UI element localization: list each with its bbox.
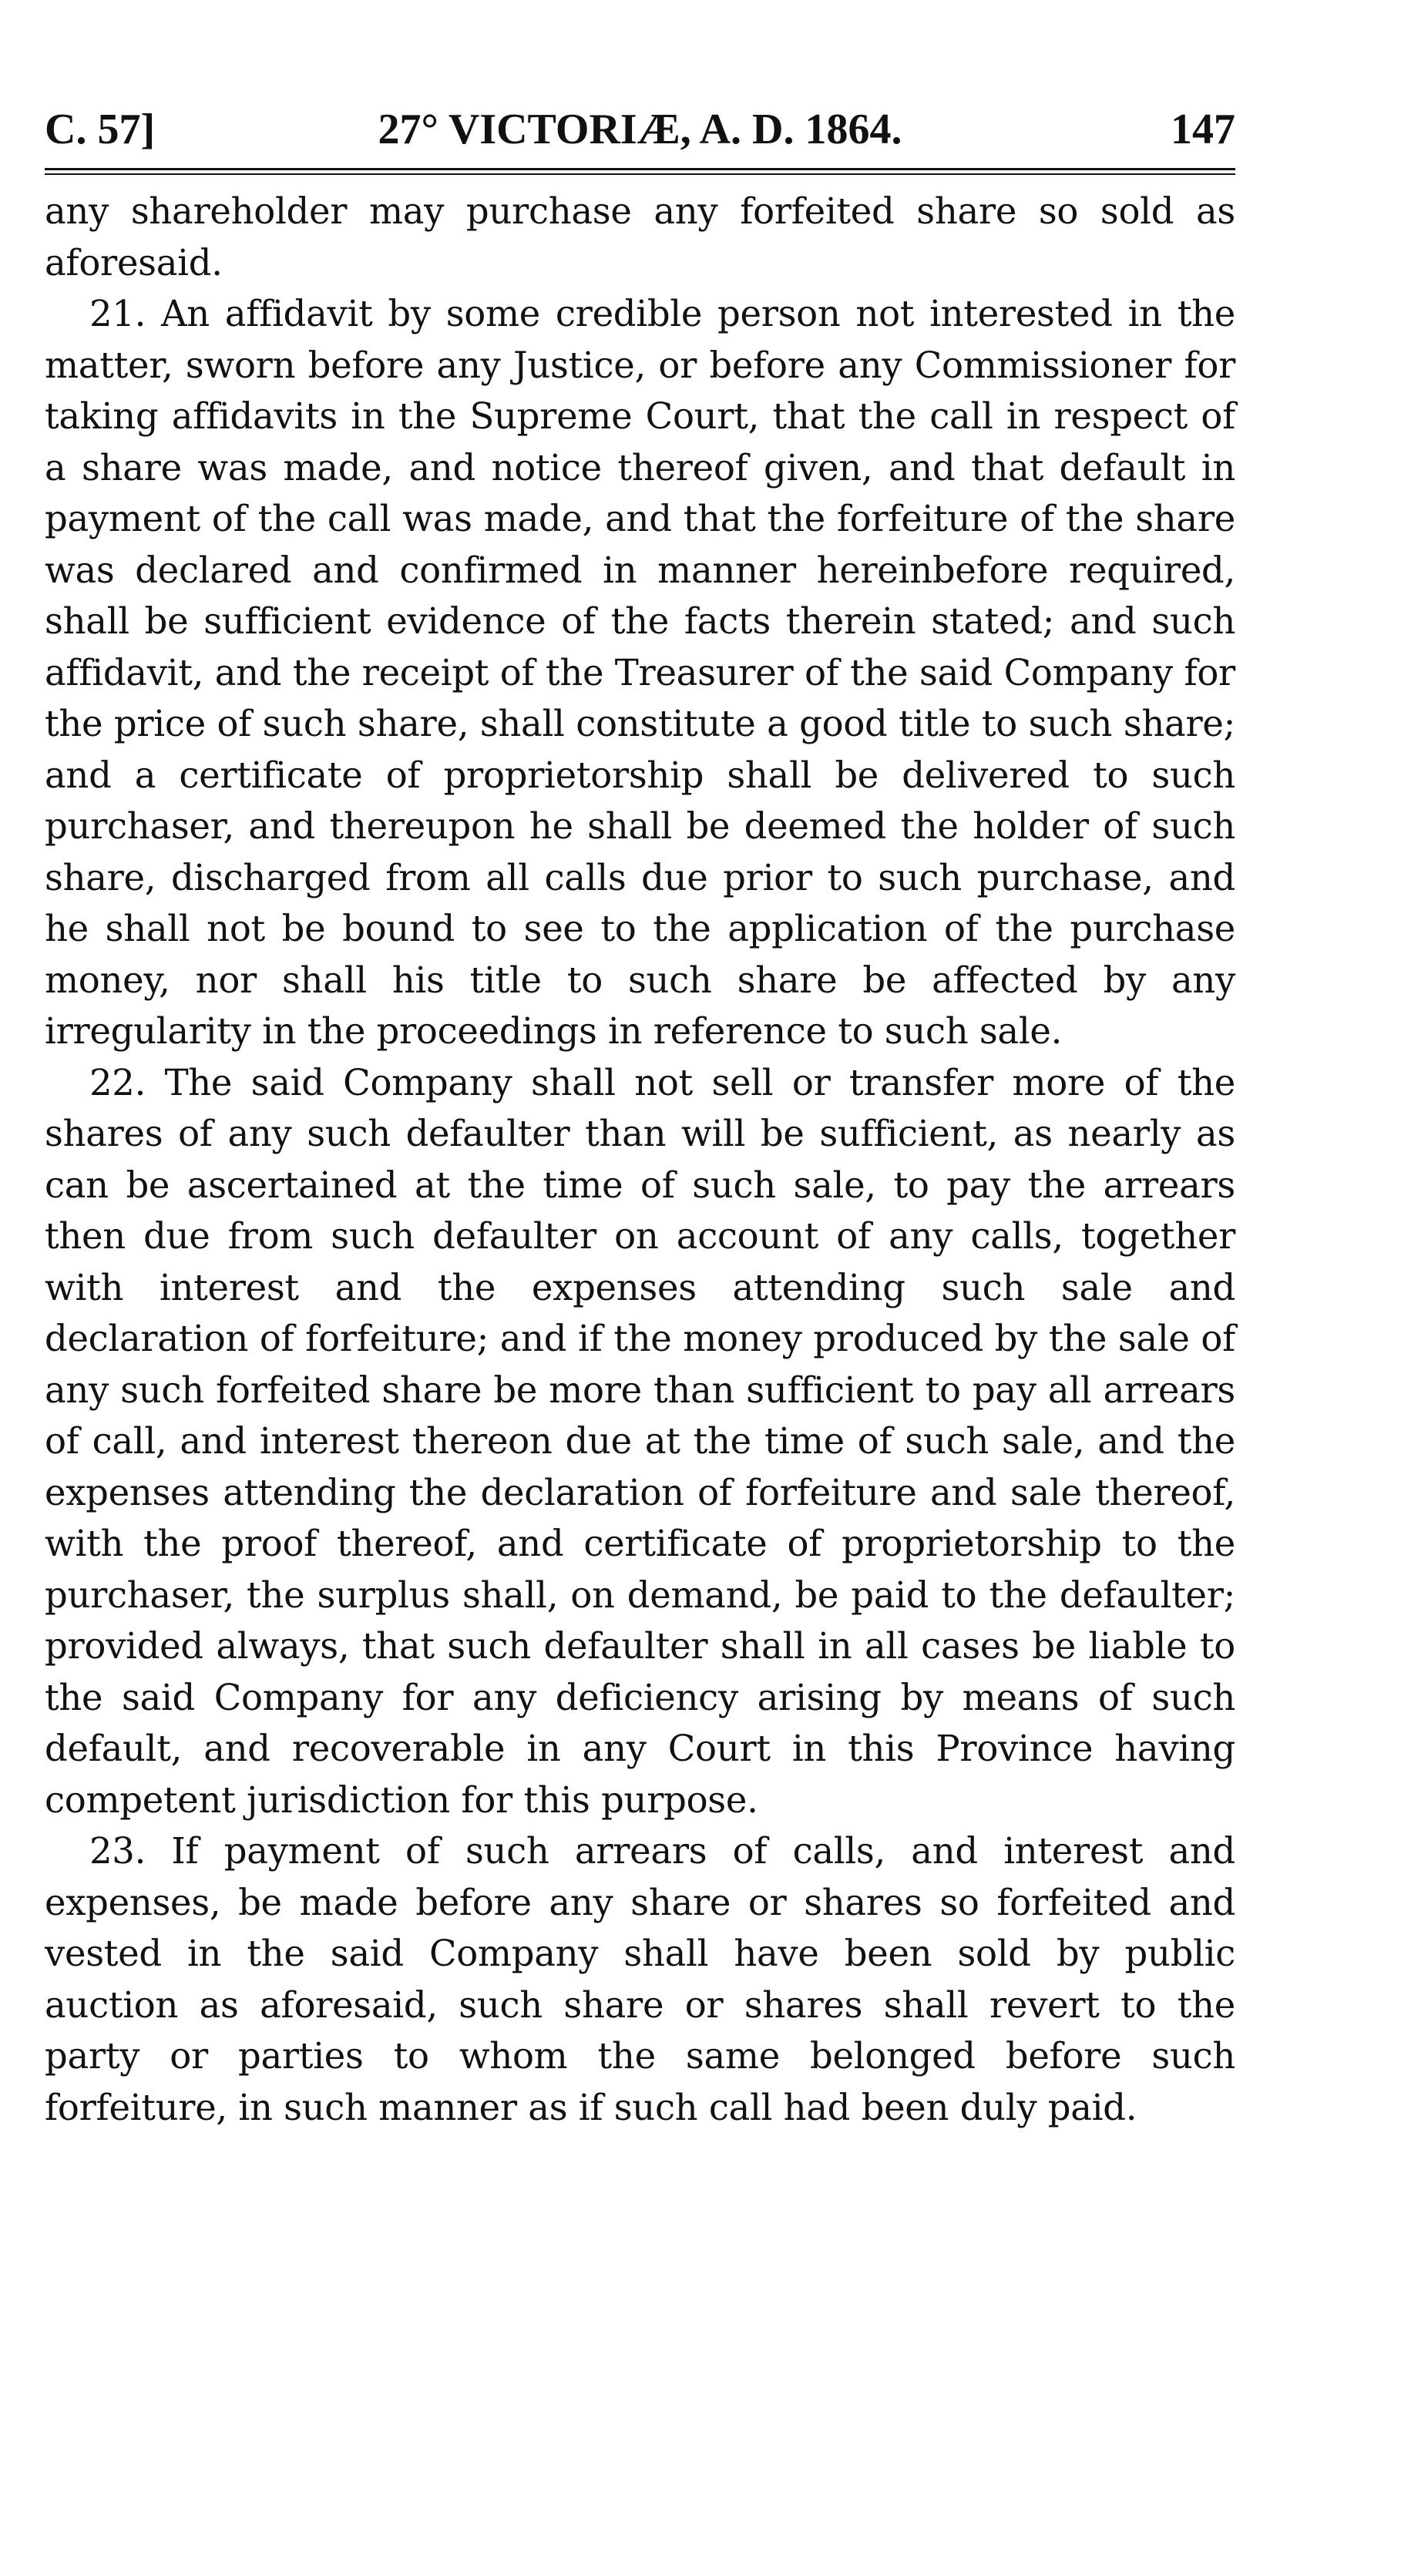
section-23	[45, 1825, 1235, 2133]
section-21	[45, 288, 1235, 1057]
chapter-reference: C. 57]	[45, 106, 156, 153]
body-text	[45, 186, 1235, 2133]
section-22	[45, 1057, 1235, 1826]
section-text: An affidavit by some credible person not interested in the matter, sworn before any Justice, or before any Commissioner for taking affidavits in the Supreme Court, that the call in respect of a share was made, and notice thereof given, and that default in payment of the call was made, and that the forfeiture of the share was declared and confirmed in manner hereinbefore required, shall be sufficient evidence of the facts therein stated; and such affidavit, and the receipt of the Treasurer of the said Company for the price of such share, shall constitute a good title to such share; and a certificate of proprietorship shall be delivered to such purchaser, and thereupon he shall be deemed the holder of such share, discharged from all calls due prior to such purchase, and he shall not be bound to see to the application of the purchase money, nor shall his title to such share be affected by any irregularity in the proceedings in reference to such sale.	[45, 293, 1235, 1052]
running-title: 27° VICTORIÆ, A. D. 1864.	[378, 106, 902, 153]
section-number: 22.	[89, 1061, 146, 1103]
section-number: 23.	[89, 1830, 146, 1872]
running-head	[45, 100, 1235, 159]
document-page	[45, 100, 1235, 2133]
continuation-paragraph: any shareholder may purchase any forfeited share so sold as aforesaid.	[45, 190, 1235, 284]
section-text: The said Company shall not sell or transfer more of the shares of any such defaulter than will be sufficient, as nearly as can be ascertained at the time of such sale, to pay the arrears then due from such defaulter on account of any calls, together with interest and the expenses attending such sale and declaration of forfeiture; and if the money produced by the sale of any such forfeited share be more than sufficient to pay all arrears of call, and interest thereon due at the time of such sale, and the expenses attending the declaration of forfeiture and sale thereof, with the proof thereof, and certificate of proprietorship to the purchaser, the surplus shall, on demand, be paid to the defaulter; provided always, that such defaulter shall in all cases be liable to the said Company for any deficiency arising by means of such default, and recoverable in any Court in this Province having competent jurisdiction for this purpose.	[45, 1061, 1235, 1821]
section-text: If payment of such arrears of calls, and interest and expenses, be made before any share or shares so forfeited and vested in the said Company shall have been sold by public auction as aforesaid, such share or shares shall revert to the party or parties to whom the same belonged before such forfeiture, in such manner as if such call had been duly paid.	[45, 1830, 1236, 2128]
section-number: 21.	[89, 293, 146, 334]
header-rule	[45, 168, 1235, 175]
page-number: 147	[1171, 106, 1235, 153]
